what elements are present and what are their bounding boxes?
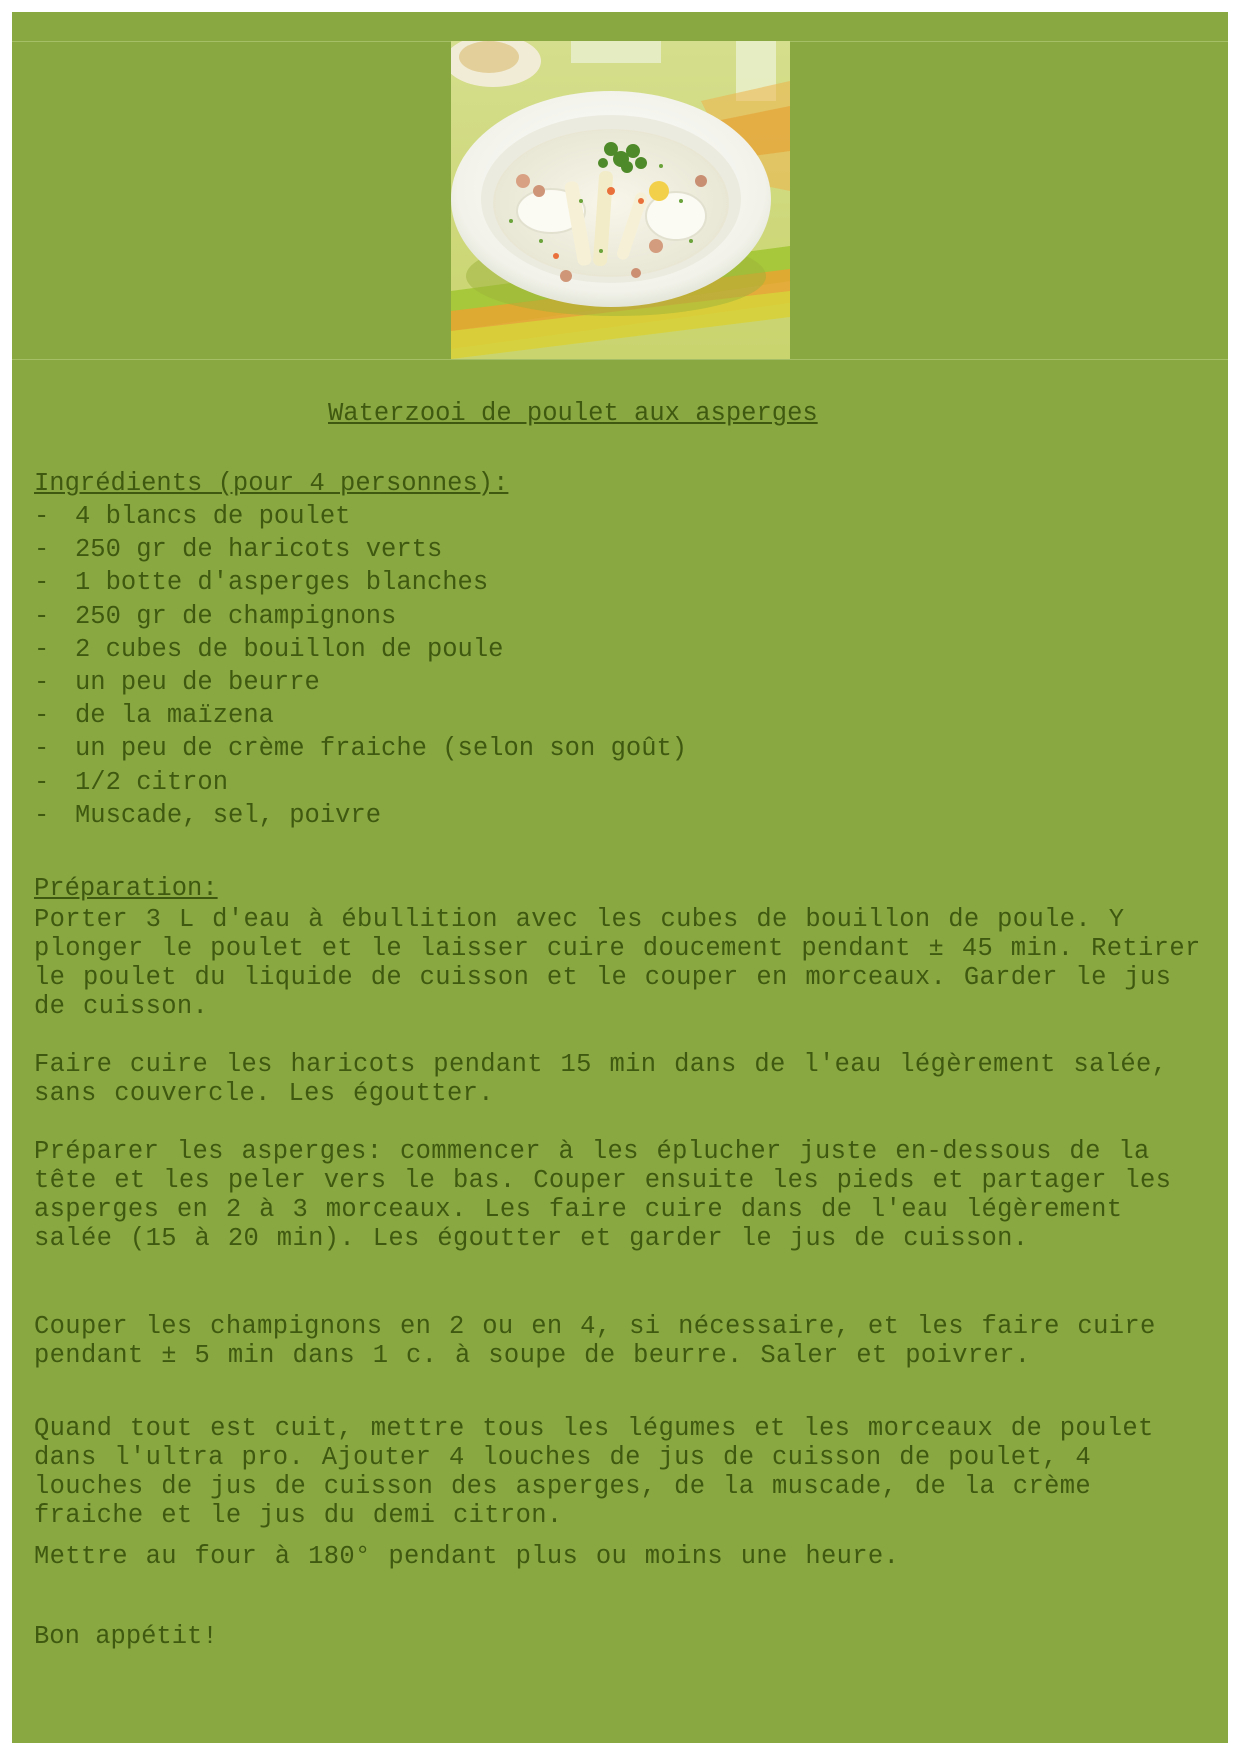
ingredient-item: - 1/2 citron	[34, 766, 687, 799]
recipe-title: Waterzooi de poulet aux asperges	[328, 399, 818, 428]
preparation-step: Mettre au four à 180° pendant plus ou moins une heure.	[34, 1542, 900, 1571]
bullet-dash: -	[34, 800, 50, 830]
ingredients-list	[34, 500, 687, 832]
bullet-dash: -	[34, 634, 50, 664]
preparation-step: Quand tout est cuit, mettre tous les légumes et les morceaux de poulet dans l'ultra pro. Ajouter 4 louches de jus de cuisson de poulet, 4 louches de jus de cuisson des asperges, de la muscade, de la crème fraiche et le jus du demi citron.	[34, 1414, 1154, 1530]
bullet-dash: -	[34, 701, 50, 731]
preparation-step: Couper les champignons en 2 ou en 4, si nécessaire, et les faire cuire pendant ± 5 min dans 1 c. à soupe de beurre. Saler et poivrer.	[34, 1312, 1156, 1370]
ingredients-heading: Ingrédients (pour 4 personnes):	[34, 469, 509, 498]
preparation-step: Porter 3 L d'eau à ébullition avec les cubes de bouillon de poule. Y plonger le poulet et le laisser cuire doucement pendant ± 45 min. Retirer le poulet du liquide de cuisson et le couper en morceaux. Garder le jus de cuisson.	[34, 905, 1201, 1021]
ingredient-item: - 1 botte d'asperges blanches	[34, 566, 687, 599]
bullet-dash: -	[34, 502, 50, 531]
ingredient-item: - un peu de crème fraiche (selon son goût)	[34, 732, 687, 765]
ingredient-item: - 2 cubes de bouillon de poule	[34, 633, 687, 666]
bullet-dash: -	[34, 767, 50, 797]
ingredient-item: - Muscade, sel, poivre	[34, 799, 687, 832]
bullet-dash: -	[34, 568, 50, 598]
bowl-of-waterzooi-photo	[451, 41, 790, 359]
photo-divider	[12, 359, 1228, 360]
preparation-step: Faire cuire les haricots pendant 15 min dans de l'eau légèrement salée, sans couvercle. Les égoutter.	[34, 1050, 1168, 1108]
bullet-dash: -	[34, 668, 50, 698]
bullet-dash: -	[34, 601, 50, 631]
ingredient-item: - de la maïzena	[34, 699, 687, 732]
bullet-dash: -	[34, 535, 50, 565]
preparation-step: Préparer les asperges: commencer à les éplucher juste en-dessous de la tête et les peler vers le bas. Couper ensuite les pieds et partager les asperges en 2 à 3 morceaux. Les faire cuire dans de l'eau légèrement salée (15 à 20 min). Les égoutter et garder le jus de cuisson.	[34, 1137, 1172, 1253]
preparation-heading: Préparation:	[34, 874, 218, 903]
ingredient-item: - 250 gr de champignons	[34, 600, 687, 633]
ingredient-item: - 4 blancs de poulet	[34, 500, 687, 533]
closing-line: Bon appétit!	[34, 1622, 218, 1651]
ingredient-item: - 250 gr de haricots verts	[34, 533, 687, 566]
ingredient-item: - un peu de beurre	[34, 666, 687, 699]
bullet-dash: -	[34, 734, 50, 764]
